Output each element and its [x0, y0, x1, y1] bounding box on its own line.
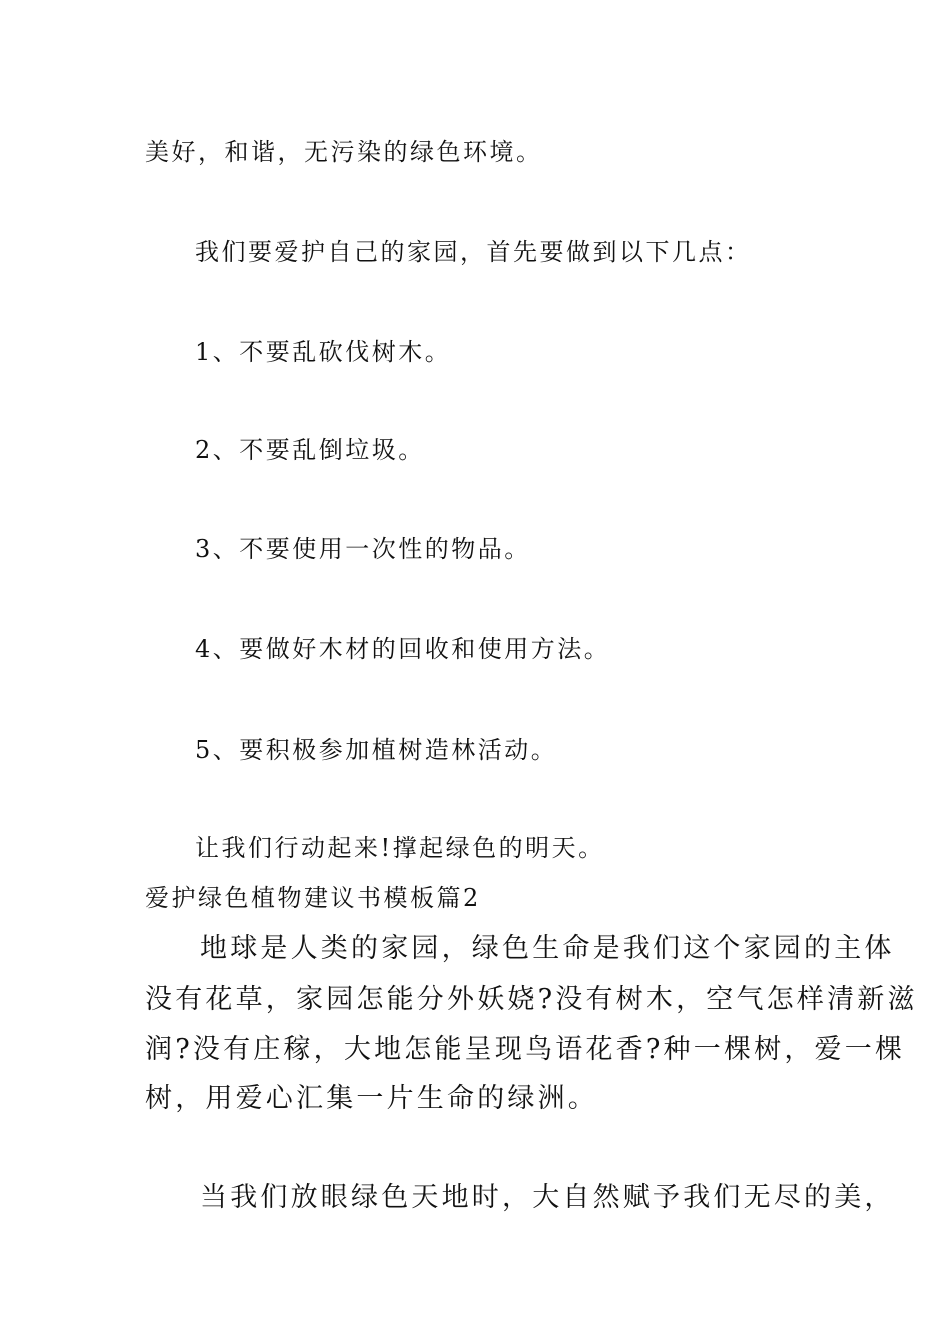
list-item: 1、不要乱砍伐树木。 — [195, 338, 452, 366]
list-item: 5、要积极参加植树造林活动。 — [195, 736, 558, 764]
list-item: 2、不要乱倒垃圾。 — [195, 436, 425, 464]
paragraph-line: 没有花草，家园怎能分外妖娆?没有树木，空气怎样清新滋 — [145, 984, 918, 1015]
section-heading: 爱护绿色植物建议书模板篇2 — [145, 884, 481, 912]
list-item: 3、不要使用一次性的物品。 — [195, 535, 531, 563]
paragraph-line: 树，用爱心汇集一片生命的绿洲。 — [145, 1083, 598, 1114]
paragraph-line: 润?没有庄稼，大地怎能呈现鸟语花香?种一棵树，爱一棵 — [145, 1034, 906, 1065]
paragraph-line: 地球是人类的家园，绿色生命是我们这个家园的主体 — [200, 933, 895, 964]
paragraph-intro: 我们要爱护自己的家园，首先要做到以下几点： — [195, 238, 752, 266]
paragraph-line: 当我们放眼绿色天地时，大自然赋予我们无尽的美， — [200, 1182, 895, 1213]
list-item: 4、要做好木材的回收和使用方法。 — [195, 635, 611, 663]
paragraph-closing-line: 美好，和谐，无污染的绿色环境。 — [145, 138, 543, 166]
paragraph-call-to-action: 让我们行动起来!撑起绿色的明天。 — [195, 834, 605, 862]
